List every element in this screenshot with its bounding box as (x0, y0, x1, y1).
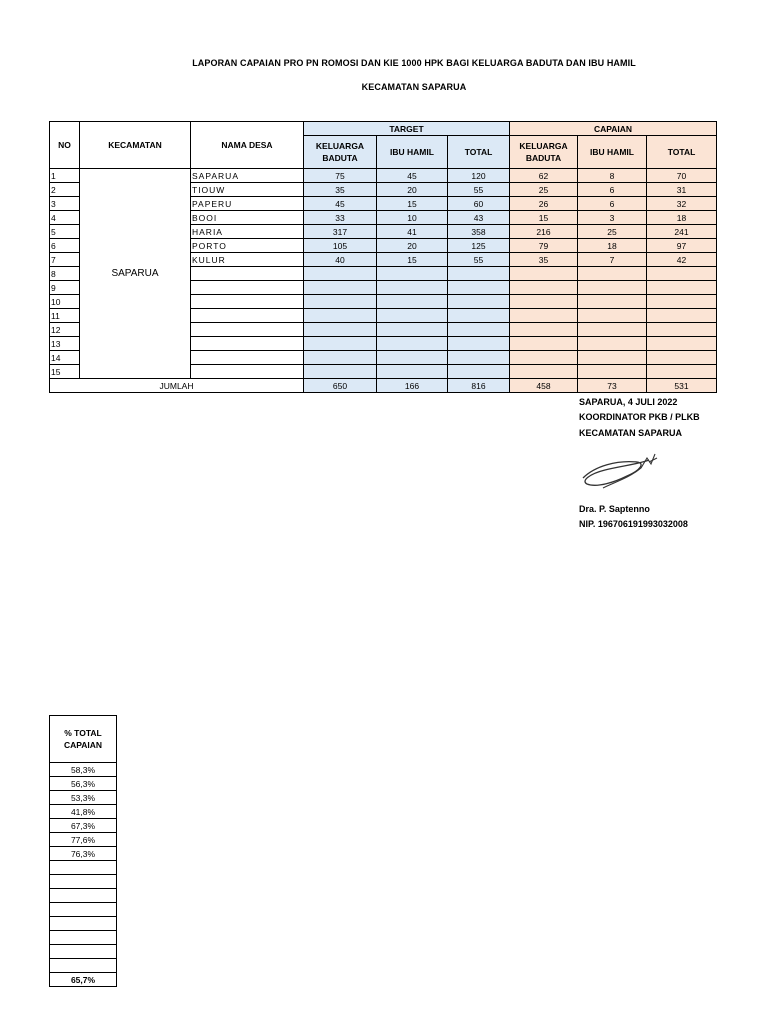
row-capaian-total (647, 281, 717, 295)
percent-row (50, 805, 117, 819)
row-capaian-ibu-hamil: 3 (578, 211, 647, 225)
table-row (50, 169, 717, 183)
percent-value (50, 875, 117, 889)
row-target-total (448, 295, 510, 309)
row-capaian-keluarga-baduta: 79 (510, 239, 578, 253)
jumlah-label: JUMLAH (50, 379, 304, 393)
row-nama-desa: SAPARUA (191, 169, 304, 183)
percent-value: 41,8% (50, 805, 117, 819)
header-no: NO (50, 122, 80, 169)
percent-value (50, 903, 117, 917)
row-target-ibu-hamil (377, 295, 448, 309)
row-target-ibu-hamil: 45 (377, 169, 448, 183)
row-target-keluarga-baduta (304, 309, 377, 323)
percent-total: 65,7% (50, 973, 117, 987)
row-target-total: 43 (448, 211, 510, 225)
row-capaian-keluarga-baduta: 35 (510, 253, 578, 267)
row-capaian-total: 31 (647, 183, 717, 197)
row-capaian-total (647, 323, 717, 337)
row-capaian-ibu-hamil (578, 337, 647, 351)
report-table (49, 121, 717, 393)
row-capaian-total: 32 (647, 197, 717, 211)
percent-row (50, 791, 117, 805)
row-target-keluarga-baduta (304, 365, 377, 379)
row-nama-desa (191, 323, 304, 337)
row-capaian-ibu-hamil: 6 (578, 197, 647, 211)
row-no: 12 (50, 323, 80, 337)
signature-office: KECAMATAN SAPARUA (579, 428, 682, 438)
percent-value: 53,3% (50, 791, 117, 805)
row-target-keluarga-baduta (304, 337, 377, 351)
row-target-keluarga-baduta: 317 (304, 225, 377, 239)
row-capaian-ibu-hamil: 7 (578, 253, 647, 267)
signature-role: KOORDINATOR PKB / PLKB (579, 412, 700, 422)
percent-value (50, 917, 117, 931)
row-no: 4 (50, 211, 80, 225)
header-capaian-ibu-hamil: IBU HAMIL (578, 136, 647, 169)
jumlah-target-ibu-hamil: 166 (377, 379, 448, 393)
header-target-ibu-hamil: IBU HAMIL (377, 136, 448, 169)
row-capaian-keluarga-baduta (510, 365, 578, 379)
row-no: 5 (50, 225, 80, 239)
row-nama-desa (191, 295, 304, 309)
row-capaian-keluarga-baduta (510, 309, 578, 323)
percent-value: 58,3% (50, 763, 117, 777)
row-target-total (448, 267, 510, 281)
row-target-total (448, 337, 510, 351)
signature-name: Dra. P. Saptenno (579, 504, 650, 514)
handwritten-signature (575, 448, 665, 494)
jumlah-target-keluarga-baduta: 650 (304, 379, 377, 393)
header-capaian-keluarga-baduta: KELUARGA BADUTA (510, 136, 578, 169)
row-capaian-total: 241 (647, 225, 717, 239)
percent-value: 77,6% (50, 833, 117, 847)
jumlah-target-total: 816 (448, 379, 510, 393)
row-no: 15 (50, 365, 80, 379)
row-capaian-ibu-hamil: 8 (578, 169, 647, 183)
row-no: 2 (50, 183, 80, 197)
row-nama-desa (191, 267, 304, 281)
row-target-ibu-hamil: 20 (377, 239, 448, 253)
report-subtitle: KECAMATAN SAPARUA (361, 82, 467, 92)
row-target-total (448, 351, 510, 365)
row-target-keluarga-baduta: 40 (304, 253, 377, 267)
header-capaian-total: TOTAL (647, 136, 717, 169)
row-capaian-keluarga-baduta: 216 (510, 225, 578, 239)
row-no: 8 (50, 267, 80, 281)
row-target-total: 55 (448, 253, 510, 267)
row-capaian-total: 18 (647, 211, 717, 225)
row-capaian-ibu-hamil (578, 365, 647, 379)
percent-row (50, 945, 117, 959)
kecamatan-cell: SAPARUA (80, 169, 191, 379)
row-target-keluarga-baduta: 75 (304, 169, 377, 183)
row-nama-desa: TIOUW (191, 183, 304, 197)
row-target-total (448, 309, 510, 323)
row-target-total: 358 (448, 225, 510, 239)
percent-row (50, 889, 117, 903)
percent-value (50, 945, 117, 959)
percent-row (50, 861, 117, 875)
percent-value: 67,3% (50, 819, 117, 833)
row-nama-desa: BOOI (191, 211, 304, 225)
row-target-keluarga-baduta (304, 281, 377, 295)
row-target-total (448, 323, 510, 337)
row-target-ibu-hamil (377, 323, 448, 337)
row-capaian-total (647, 365, 717, 379)
row-capaian-total: 70 (647, 169, 717, 183)
row-target-keluarga-baduta: 33 (304, 211, 377, 225)
row-no: 3 (50, 197, 80, 211)
signature-place-date: SAPARUA, 4 JULI 2022 (579, 397, 678, 407)
row-target-total: 60 (448, 197, 510, 211)
row-target-ibu-hamil (377, 267, 448, 281)
percent-row (50, 931, 117, 945)
row-capaian-keluarga-baduta (510, 267, 578, 281)
row-target-keluarga-baduta (304, 323, 377, 337)
row-capaian-keluarga-baduta: 15 (510, 211, 578, 225)
row-target-keluarga-baduta (304, 295, 377, 309)
percent-row (50, 819, 117, 833)
row-nama-desa: KULUR (191, 253, 304, 267)
row-target-total (448, 365, 510, 379)
header-kecamatan: KECAMATAN (80, 122, 191, 169)
percent-table (49, 715, 117, 987)
row-target-ibu-hamil: 20 (377, 183, 448, 197)
row-target-keluarga-baduta: 35 (304, 183, 377, 197)
row-capaian-total (647, 309, 717, 323)
row-target-total: 120 (448, 169, 510, 183)
row-capaian-total: 97 (647, 239, 717, 253)
header-target: TARGET (304, 122, 510, 136)
row-capaian-ibu-hamil: 25 (578, 225, 647, 239)
row-capaian-ibu-hamil (578, 267, 647, 281)
row-no: 7 (50, 253, 80, 267)
row-capaian-ibu-hamil (578, 295, 647, 309)
percent-row (50, 917, 117, 931)
row-no: 1 (50, 169, 80, 183)
row-no: 11 (50, 309, 80, 323)
row-capaian-keluarga-baduta (510, 281, 578, 295)
percent-row (50, 875, 117, 889)
percent-row (50, 959, 117, 973)
percent-value (50, 959, 117, 973)
header-nama-desa: NAMA DESA (191, 122, 304, 169)
percent-row (50, 833, 117, 847)
row-target-ibu-hamil (377, 281, 448, 295)
row-capaian-keluarga-baduta: 62 (510, 169, 578, 183)
row-capaian-ibu-hamil (578, 309, 647, 323)
row-no: 10 (50, 295, 80, 309)
row-capaian-keluarga-baduta (510, 323, 578, 337)
row-no: 6 (50, 239, 80, 253)
row-target-ibu-hamil (377, 351, 448, 365)
row-capaian-ibu-hamil (578, 281, 647, 295)
signature-nip: NIP. 196706191993032008 (579, 519, 688, 529)
row-capaian-keluarga-baduta (510, 337, 578, 351)
report-title: LAPORAN CAPAIAN PRO PN ROMOSI DAN KIE 1000 HPK BAGI KELUARGA BADUTA DAN IBU HAMIL (192, 58, 636, 68)
percent-row (50, 777, 117, 791)
row-nama-desa (191, 281, 304, 295)
percent-row (50, 903, 117, 917)
row-capaian-total (647, 351, 717, 365)
jumlah-capaian-keluarga-baduta: 458 (510, 379, 578, 393)
row-target-total: 125 (448, 239, 510, 253)
percent-value: 56,3% (50, 777, 117, 791)
row-nama-desa: PAPERU (191, 197, 304, 211)
row-capaian-ibu-hamil (578, 351, 647, 365)
header-target-keluarga-baduta: KELUARGA BADUTA (304, 136, 377, 169)
row-target-keluarga-baduta (304, 351, 377, 365)
row-capaian-total: 42 (647, 253, 717, 267)
row-capaian-keluarga-baduta (510, 351, 578, 365)
row-no: 9 (50, 281, 80, 295)
percent-value (50, 889, 117, 903)
row-target-keluarga-baduta: 45 (304, 197, 377, 211)
row-target-ibu-hamil (377, 365, 448, 379)
header-target-total: TOTAL (448, 136, 510, 169)
row-target-ibu-hamil: 10 (377, 211, 448, 225)
percent-row (50, 847, 117, 861)
row-capaian-keluarga-baduta: 26 (510, 197, 578, 211)
percent-value (50, 931, 117, 945)
jumlah-capaian-ibu-hamil: 73 (578, 379, 647, 393)
percent-row (50, 763, 117, 777)
row-nama-desa: PORTO (191, 239, 304, 253)
percent-value (50, 861, 117, 875)
row-target-ibu-hamil: 15 (377, 253, 448, 267)
row-capaian-ibu-hamil (578, 323, 647, 337)
row-capaian-keluarga-baduta (510, 295, 578, 309)
row-no: 14 (50, 351, 80, 365)
row-nama-desa: HARIA (191, 225, 304, 239)
row-nama-desa (191, 351, 304, 365)
header-capaian: CAPAIAN (510, 122, 717, 136)
jumlah-row (50, 379, 717, 393)
row-nama-desa (191, 309, 304, 323)
row-target-ibu-hamil (377, 309, 448, 323)
row-target-ibu-hamil: 15 (377, 197, 448, 211)
row-target-total (448, 281, 510, 295)
row-capaian-keluarga-baduta: 25 (510, 183, 578, 197)
row-target-total: 55 (448, 183, 510, 197)
row-capaian-ibu-hamil: 6 (578, 183, 647, 197)
row-nama-desa (191, 337, 304, 351)
row-capaian-total (647, 337, 717, 351)
row-capaian-ibu-hamil: 18 (578, 239, 647, 253)
row-nama-desa (191, 365, 304, 379)
percent-value: 76,3% (50, 847, 117, 861)
row-target-ibu-hamil: 41 (377, 225, 448, 239)
row-target-keluarga-baduta: 105 (304, 239, 377, 253)
row-target-keluarga-baduta (304, 267, 377, 281)
row-capaian-total (647, 295, 717, 309)
jumlah-capaian-total: 531 (647, 379, 717, 393)
row-target-ibu-hamil (377, 337, 448, 351)
row-no: 13 (50, 337, 80, 351)
row-capaian-total (647, 267, 717, 281)
percent-header: % TOTAL CAPAIAN (50, 716, 117, 763)
